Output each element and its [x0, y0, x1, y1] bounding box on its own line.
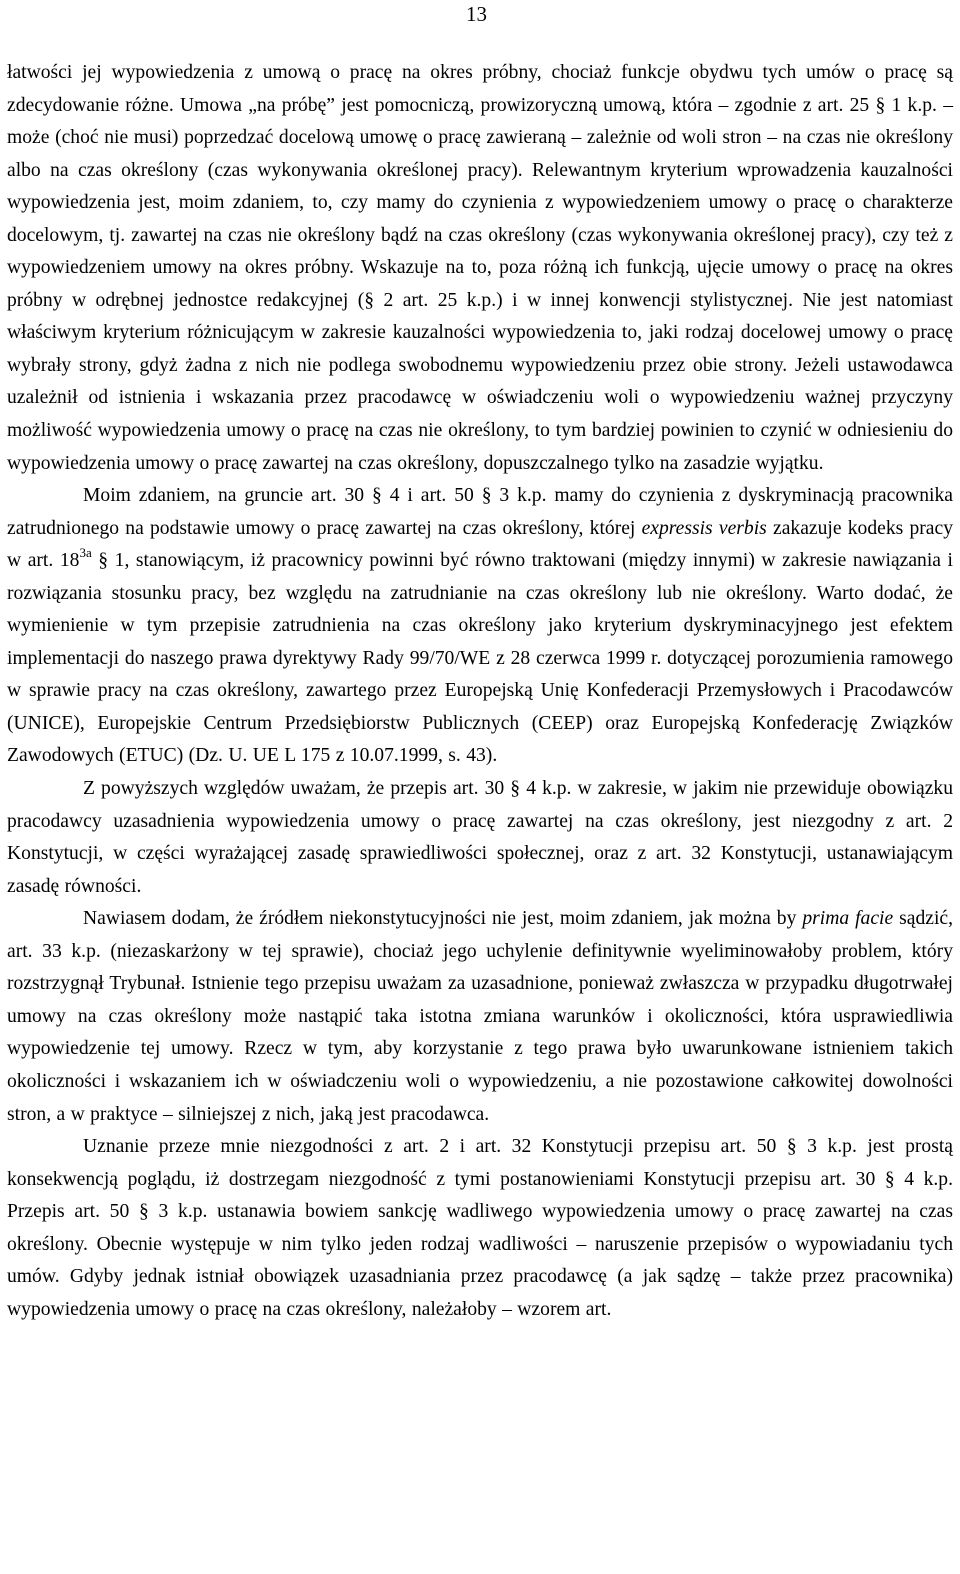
italic-phrase-prima-facie: prima facie	[802, 908, 894, 930]
document-body	[7, 57, 953, 1326]
paragraph-2-text-b: zakazuje kodeks pracy w art. 18	[7, 517, 953, 572]
paragraph-2	[7, 480, 953, 773]
paragraph-1	[7, 57, 953, 480]
paragraph-2-text-a: Moim zdaniem, na gruncie art. 30 § 4 i art. 50 § 3 k.p. mamy do czynienia z dyskryminacją pracownika zatrudnionego na podstawie umowy o pracę zawartej na czas określony, której	[7, 485, 953, 539]
article-superscript: 3a	[79, 545, 92, 561]
paragraph-3	[7, 773, 953, 903]
paragraph-2-text-c: § 1, stanowiącym, iż pracownicy powinni być równo traktowani (między innymi) w zakresie nawiązania i rozwiązania stosunku pracy, bez względu na zatrudnianie na czas określony lub nie określony. Warto dodać, że wymienienie w tym przepisie zatrudnienia na czas określony jako kryterium dyskryminacyjnego jest efektem implementacji do naszego prawa dyrektywy Rady 99/70/WE z 28 czerwca 1999 r. dotyczącej porozumienia ramowego w sprawie pracy na czas określony, zawartego przez Europejską Unię Konfederacji Przemysłowych i Pracodawców (UNICE), Europejskie Centrum Przedsiębiorstw Publicznych (CEEP) oraz Europejską Konfederację Związków Zawodowych (ETUC) (Dz. U. UE L 175 z 10.07.1999, s. 43).	[7, 550, 953, 767]
paragraph-3-text: Z powyższych względów uważam, że przepis art. 30 § 4 k.p. w zakresie, w jakim nie przewiduje obowiązku pracodawcy uzasadnienia wypowiedzenia umowy o pracę zawartej na czas określony, jest niezgodny z art. 2 Konstytucji, w części wyrażającej zasadę sprawiedliwości społecznej, oraz z art. 32 Konstytucji, ustanawiającym zasadę równości.	[7, 778, 953, 897]
italic-phrase-expressis-verbis: expressis verbis	[641, 517, 767, 539]
paragraph-4-text-b: sądzić, art. 33 k.p. (niezaskarżony w tej sprawie), chociaż jego uchylenie definitywnie wyeliminowałoby problem, który rozstrzygnął Trybunał. Istnienie tego przepisu uważam za uzasadnione, ponieważ zwłaszcza w przypadku długotrwałej umowy na czas określony może nastąpić taka istotna zmiana warunków i okoliczności, która usprawiedliwia wypowiedzenie tej umowy. Rzecz w tym, aby korzystanie z tego prawa było uwarunkowane istnieniem takich okoliczności i wskazaniem ich w oświadczeniu woli o wypowiedzeniu, a nie pozostawione całkowitej dowolności stron, a w praktyce – silniejszej z nich, jaką jest pracodawca.	[7, 908, 954, 1125]
paragraph-4	[7, 903, 953, 1131]
paragraph-1-text: łatwości jej wypowiedzenia z umową o pracę na okres próbny, chociaż funkcje obydwu tych umów o pracę są zdecydowanie różne. Umowa „na próbę” jest pomocniczą, prowizoryczną umową, która – zgodnie z art. 25 § 1 k.p. – może (choć nie musi) poprzedzać docelową umowę o pracę zawieraną – zależnie od woli stron – na czas nie określony albo na czas określony (czas wykonywania określonej pracy). Relewantnym kryterium wprowadzenia kauzalności wypowiedzenia jest, moim zdaniem, to, czy mamy do czynienia z wypowiedzeniem umowy o pracę o charakterze docelowym, tj. zawartej na czas nie określony bądź na czas określony (czas wykonywania określonej pracy), czy też z wypowiedzeniem umowy na okres próbny. Wskazuje na to, poza różną ich funkcją, ujęcie umowy o pracę na okres próbny w odrębnej jednostce redakcyjnej (§ 2 art. 25 k.p.) i w innej konwencji stylistycznej. Nie jest natomiast właściwym kryterium różnicującym w zakresie kauzalności wypowiedzenia to, jaki rodzaj docelowej umowy o pracę wybrały strony, gdyż żadna z nich nie podlega swobodnemu wypowiedzeniu przez obie strony. Jeżeli ustawodawca uzależnił od istnienia i wskazania przez pracodawcę w oświadczeniu woli o wypowiedzeniu ważnej przyczyny możliwość wypowiedzenia umowy o pracę na czas nie określony, to tym bardziej powinien to czynić w odniesieniu do wypowiedzenia umowy o pracę zawartej na czas określony, dopuszczalnego tylko na zasadzie wyjątku.	[7, 62, 953, 474]
page-number: 13	[466, 2, 487, 26]
paragraph-4-text-a: Nawiasem dodam, że źródłem niekonstytucyjności nie jest, moim zdaniem, jak można by	[83, 908, 797, 930]
paragraph-5	[7, 1131, 953, 1326]
paragraph-5-text: Uznanie przeze mnie niezgodności z art. 2 i art. 32 Konstytucji przepisu art. 50 § 3 k.p. jest prostą konsekwencją poglądu, iż dostrzegam niezgodność z tymi postanowieniami Konstytucji przepisu art. 30 § 4 k.p. Przepis art. 50 § 3 k.p. ustanawia bowiem sankcję wadliwego wypowiedzenia umowy o pracę zawartej na czas określony. Obecnie występuje w nim tylko jeden rodzaj wadliwości – naruszenie przepisów o wypowiadaniu tych umów. Gdyby jednak istniał obowiązek uzasadniania przez pracodawcę (a jak sądzę – także przez pracownika) wypowiedzenia umowy o pracę na czas określony, należałoby – wzorem art.	[7, 1136, 953, 1320]
